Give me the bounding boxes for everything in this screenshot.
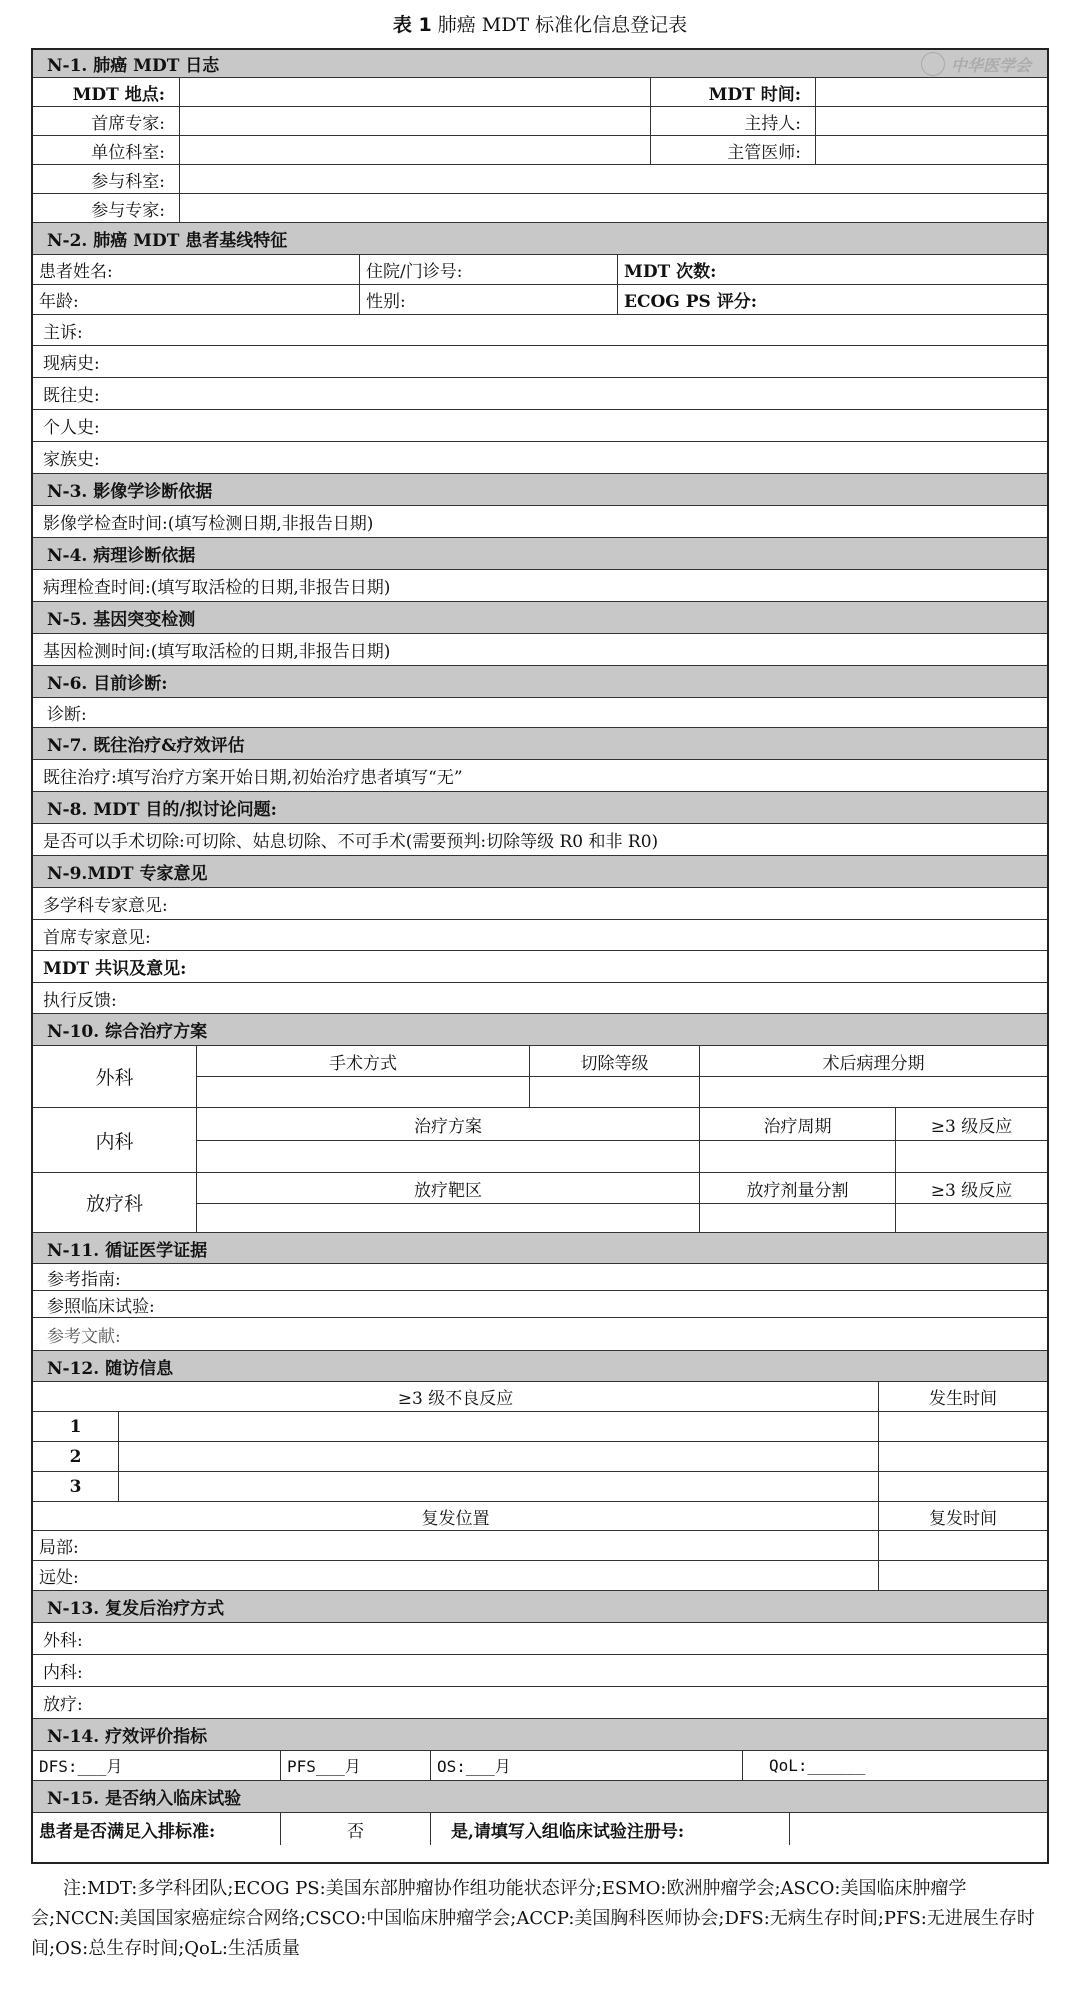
local-row [33,1531,1047,1561]
section-n5-header [33,602,1047,634]
pathology-time-field[interactable] [33,570,1047,602]
occur-time-field[interactable] [879,1442,1047,1471]
qol-field[interactable]: QoL:______ [769,1756,866,1775]
resection-header: 切除等级 [530,1046,700,1076]
section-n8-header [33,792,1047,824]
field-hint: (填写取活检的日期,非报告日期) [150,578,391,598]
dfs-field[interactable]: DFS:___月 [33,1751,281,1780]
complaint-field[interactable]: 主诉: [33,315,1047,346]
resectable-field[interactable] [33,824,1047,856]
row-dept [33,136,1047,165]
row-name [33,255,1047,285]
trial-field[interactable]: 参照临床试验: [33,1291,1047,1318]
section-title: N-5. 基因突变检测 [47,610,196,630]
chief-opinion-field[interactable]: 首席专家意见: [33,920,1047,951]
react2-header: ≥3 级反应 [930,1180,1013,1201]
registration-form [31,48,1049,1864]
target-field[interactable] [197,1204,700,1232]
regimen-field[interactable] [197,1141,700,1172]
no-option[interactable]: 否 [281,1813,431,1845]
section-title: N-10. 综合治疗方案 [47,1022,208,1042]
society-logo-icon [921,52,945,76]
host-field[interactable] [816,107,1047,135]
present-history-field[interactable]: 现病史: [33,346,1047,378]
followup-row-1 [33,1412,1047,1442]
watermark [921,52,1031,76]
section-n15-header [33,1781,1047,1813]
chief-field[interactable] [180,107,651,135]
section-title: N-1. 肺癌 MDT 日志 [47,56,220,76]
row-part-dept [33,165,1047,194]
field-label: 是否可以手术切除: [43,832,185,852]
section-n6-header [33,666,1047,698]
field-hint: 填写治疗方案开始日期,初始治疗患者填写“无” [116,768,463,788]
dept-field[interactable] [180,136,651,164]
section-n10-header [33,1014,1047,1046]
followup-row-2 [33,1442,1047,1472]
section-title: N-8. MDT 目的/拟讨论问题: [47,800,277,820]
adverse-field[interactable] [119,1412,879,1441]
section-n7-header [33,728,1047,760]
resection-field[interactable] [530,1077,700,1107]
post-recur-surgery-field[interactable]: 外科: [33,1623,1047,1655]
local-field[interactable]: 局部: [33,1531,879,1560]
guideline-field[interactable]: 参考指南: [33,1264,1047,1291]
section-n1-header [33,50,1047,78]
doctor-label: 主管医师: [651,136,816,164]
chief-label: 首席专家: [33,107,180,135]
surgery-block [33,1046,1047,1108]
row-chief [33,107,1047,136]
location-label: MDT 地点: [33,78,180,106]
row-number: 3 [33,1472,119,1501]
personal-history-field[interactable]: 个人史: [33,410,1047,442]
consensus-field[interactable]: MDT 共识及意见: [33,951,1047,983]
section-n12-header [33,1351,1047,1382]
table-caption [0,12,1080,38]
footnote: 注:MDT:多学科团队;ECOG PS:美国东部肿瘤协作组功能状态评分;ESMO:欧洲肿瘤学会;ASCO:美国临床肿瘤学会;NCCN:美国国家癌症综合网络;CSCO:中国临床肿瘤学会;ACCP:美国胸科医师协会;DFS:无病生存时间;PFS:无进展生存时间;OS:总生存时间;QoL:生活质量 [31,1878,1035,1959]
part-expert-label: 参与专家: [33,194,180,222]
multi-expert-opinion-field[interactable]: 多学科专家意见: [33,888,1047,920]
caption-label: 表 1 [392,14,432,36]
section-n11-header [33,1233,1047,1264]
part-expert-field[interactable] [180,194,1047,222]
followup-header-row [33,1382,1047,1412]
react2-field[interactable] [896,1204,1047,1232]
time-field[interactable] [816,78,1047,106]
internal-block [33,1108,1047,1173]
section-n13-header [33,1591,1047,1623]
dept-label: 单位科室: [33,136,180,164]
dose-field[interactable] [700,1204,896,1232]
cycle-field[interactable] [700,1141,896,1172]
section-title: N-14. 疗效评价指标 [47,1727,208,1747]
target-header: 放疗靶区 [197,1173,700,1203]
section-title: N-15. 是否纳入临床试验 [47,1789,242,1809]
section-title: N-3. 影像学诊断依据 [47,482,213,502]
watermark-text: 中华医学会 [950,55,1031,75]
criteria-label: 患者是否满足入排标准: [33,1813,281,1845]
adverse-header: ≥3 级不良反应 [33,1382,879,1411]
distant-time-field[interactable] [879,1561,1047,1590]
section-title: N-2. 肺癌 MDT 患者基线特征 [47,231,288,251]
section-title: N-13. 复发后治疗方式 [47,1599,225,1619]
section-title: N-12. 随访信息 [47,1358,174,1379]
part-dept-field[interactable] [180,165,1047,193]
section-title: N-6. 目前诊断: [47,674,168,694]
section-title: N-7. 既往治疗&疗效评估 [47,736,245,756]
field-label: 影像学检查时间: [43,514,168,534]
occur-time-header: 发生时间 [929,1389,997,1409]
past-history-field[interactable]: 既往史: [33,378,1047,410]
ecog-field[interactable]: ECOG PS 评分: [624,292,757,312]
literature-field[interactable]: 参考文献: [33,1318,1047,1351]
local-time-field[interactable] [879,1531,1047,1560]
yes-option[interactable]: 是,请填写入组临床试验注册号: [431,1813,790,1845]
row-age [33,285,1047,315]
react1-header: ≥3 级反应 [930,1116,1013,1137]
section-title: N-9.MDT 专家意见 [47,864,208,884]
occur-time-field[interactable] [879,1472,1047,1501]
part-dept-label: 参与科室: [33,165,180,193]
registration-number-field[interactable] [790,1813,1047,1845]
trial-row [33,1813,1047,1845]
time-label: MDT 时间: [651,78,816,106]
diagnosis-field[interactable]: 诊断: [33,698,1047,728]
os-field[interactable]: OS:___月 [431,1751,743,1780]
adverse-field[interactable] [119,1472,879,1501]
efficacy-row [33,1751,1047,1781]
row-number: 2 [33,1442,119,1471]
row-number: 1 [33,1412,119,1441]
section-n4-header [33,538,1047,570]
surgery-method-field[interactable] [197,1077,530,1107]
field-hint: 可切除、姑息切除、不可手术(需要预判:切除等级 R0 和非 R0) [184,832,659,852]
post-recur-internal-field[interactable]: 内科: [33,1655,1047,1687]
family-history-field[interactable]: 家族史: [33,442,1047,474]
section-n9-header [33,856,1047,888]
distant-field[interactable]: 远处: [33,1561,879,1590]
dose-header: 放疗剂量分割 [700,1173,896,1203]
doctor-field[interactable] [816,136,1047,164]
cycle-header: 治疗周期 [700,1108,896,1140]
react1-field[interactable] [896,1141,1047,1172]
radio-block [33,1173,1047,1233]
row-part-expert [33,194,1047,223]
patient-id-field[interactable]: 住院/门诊号: [360,255,618,284]
gene-test-time-field[interactable] [33,634,1047,666]
occur-time-field[interactable] [879,1412,1047,1441]
mdt-count-field[interactable]: MDT 次数: [624,262,717,282]
patient-name-field[interactable]: 患者姓名: [33,255,360,284]
recur-time-header: 复发时间 [929,1508,997,1529]
pfs-field[interactable]: PFS___月 [281,1751,431,1780]
caption-text: 肺癌 MDT 标准化信息登记表 [437,14,688,36]
prior-treatment-field[interactable] [33,760,1047,792]
location-field[interactable] [180,78,651,106]
section-title: N-11. 循证医学证据 [47,1240,208,1261]
field-hint: (填写检测日期,非报告日期) [167,514,374,534]
internal-label: 内科 [33,1108,197,1172]
adverse-field[interactable] [119,1442,879,1471]
field-label: 既往治疗: [43,768,117,788]
followup-row-3 [33,1472,1047,1502]
section-n2-header [33,223,1047,255]
age-field[interactable]: 年龄: [33,285,360,314]
recur-site-header: 复发位置 [33,1502,879,1530]
feedback-field[interactable]: 执行反馈: [33,983,1047,1014]
post-recur-radio-field[interactable]: 放疗: [33,1687,1047,1719]
field-label: 病理检查时间: [43,578,151,598]
imaging-time-field[interactable] [33,506,1047,538]
section-title: N-4. 病理诊断依据 [47,546,196,566]
field-label: 基因检测时间: [43,642,151,662]
field-hint: (填写取活检的日期,非报告日期) [150,642,391,662]
surgery-label: 外科 [33,1046,197,1107]
distant-row [33,1561,1047,1591]
surgery-method-header: 手术方式 [197,1046,530,1076]
regimen-header: 治疗方案 [197,1108,700,1140]
post-stage-field[interactable] [700,1077,1047,1107]
section-n3-header [33,474,1047,506]
host-label: 主持人: [651,107,816,135]
sex-field[interactable]: 性别: [360,285,618,314]
recur-header-row [33,1502,1047,1531]
radio-label: 放疗科 [33,1173,197,1232]
row-location [33,78,1047,107]
section-n14-header [33,1719,1047,1751]
post-stage-header: 术后病理分期 [822,1053,925,1074]
